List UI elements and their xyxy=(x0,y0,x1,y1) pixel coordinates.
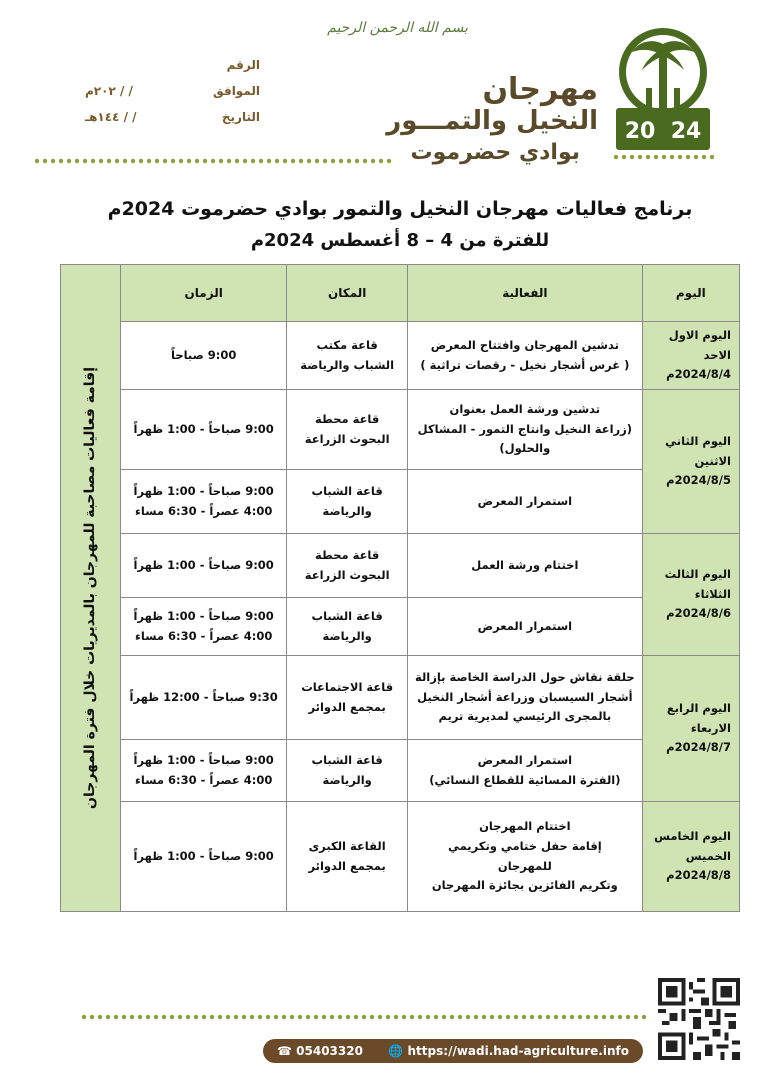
brand-line-3: بوادي حضرموت xyxy=(410,140,580,165)
activity-line: أشجار السيسبان وزراعة أشجار النخيل xyxy=(417,689,633,704)
table-row xyxy=(61,390,740,470)
day-date: 2024/8/6م xyxy=(666,606,731,621)
logo-year-left: 20 xyxy=(624,119,656,144)
time-cell xyxy=(121,390,287,470)
meta-value: / / ٢٠٢م xyxy=(85,84,133,98)
side-note: إقامة فعاليات مصاحبة للمهرجان بالمديريات خلال فترة المهرجان xyxy=(81,367,98,809)
activity-cell xyxy=(408,534,643,598)
day-cell xyxy=(642,390,739,534)
day-label: اليوم الخامس xyxy=(654,829,731,844)
meta-label: التاريخ xyxy=(221,110,260,124)
website-url: https://wadi.had-agriculture.info xyxy=(407,1044,629,1058)
day-date: 2024/8/7م xyxy=(666,740,731,755)
day-cell xyxy=(642,534,739,656)
activity-line: استمرار المعرض xyxy=(477,493,573,508)
activity-line: اختتام المهرجان xyxy=(479,819,571,834)
globe-icon: 🌐 xyxy=(388,1044,404,1058)
place-cell xyxy=(287,390,408,470)
program-title: برنامج فعاليات مهرجان النخيل والتمور بوادي حضرموت 2024م xyxy=(107,198,693,220)
time-line: 9:00 صباحاً - 1:00 ظهراً xyxy=(133,608,274,623)
header-activity: الفعالية xyxy=(408,265,643,322)
activity-line: استمرار المعرض xyxy=(477,752,573,767)
table-row xyxy=(61,470,740,534)
side-note-cell xyxy=(61,265,121,912)
activity-cell xyxy=(408,322,643,390)
qr-code[interactable] xyxy=(658,978,740,1060)
time-line: 4:00 عصراً - 6:30 مساء xyxy=(135,503,273,518)
program-table xyxy=(60,264,740,912)
program-period: للفترة من 4 – 8 أغسطس 2024م xyxy=(250,230,550,251)
phone-number: 05403320 xyxy=(296,1044,363,1058)
activity-cell xyxy=(408,598,643,656)
table-row xyxy=(61,322,740,390)
website-contact[interactable] xyxy=(388,1044,629,1058)
place-line: قاعة الشباب xyxy=(311,752,383,767)
place-line: بمجمع الدوائر xyxy=(308,858,386,873)
day-label: اليوم الاول xyxy=(668,328,731,343)
palm-logo-icon xyxy=(612,22,714,167)
day-weekday: الخميس xyxy=(685,848,731,863)
place-line: قاعة محطة xyxy=(315,547,380,562)
place-line: والرياضة xyxy=(322,628,372,643)
qr-code-icon xyxy=(658,978,740,1060)
place-cell xyxy=(287,740,408,802)
place-line: القاعة الكبرى xyxy=(308,838,386,853)
time-line: 9:00 صباحاً - 1:00 ظهراً xyxy=(133,848,274,863)
activity-line: حلقة نقاش حول الدراسة الخاصة بإزالة xyxy=(414,670,635,685)
day-date: 2024/8/8م xyxy=(666,868,731,883)
time-line: 9:00 صباحاً xyxy=(171,347,237,362)
day-date: 2024/8/5م xyxy=(666,473,731,488)
place-line: قاعة الشباب xyxy=(311,608,383,623)
activity-line: بالمجرى الرئيسي لمديرية تريم xyxy=(438,709,612,724)
day-cell xyxy=(642,322,739,390)
time-cell xyxy=(121,656,287,740)
activity-line: استمرار المعرض xyxy=(477,618,573,633)
time-cell xyxy=(121,598,287,656)
place-cell xyxy=(287,534,408,598)
day-weekday: الاثنين xyxy=(694,453,731,468)
place-line: والرياضة xyxy=(322,503,372,518)
footer-contact-bar xyxy=(263,1039,643,1063)
place-line: قاعة الشباب xyxy=(311,483,383,498)
place-cell xyxy=(287,470,408,534)
activity-line: إقامة حفل ختامي وتكريمي xyxy=(447,838,602,853)
table-row xyxy=(61,534,740,598)
brand-line-1: مهرجان xyxy=(482,72,598,107)
table-row xyxy=(61,740,740,802)
time-line: 9:00 صباحاً - 1:00 ظهراً xyxy=(133,557,274,572)
time-cell xyxy=(121,470,287,534)
time-cell xyxy=(121,802,287,912)
place-line: البحوث الزراعة xyxy=(304,431,390,446)
place-line: والرياضة xyxy=(322,772,372,787)
festival-logo xyxy=(612,22,714,167)
meta-number xyxy=(85,58,260,74)
activity-line: تدشين المهرجان وافتتاح المعرض xyxy=(430,337,619,352)
activity-cell xyxy=(408,656,643,740)
time-line: 4:00 عصراً - 6:30 مساء xyxy=(135,628,273,643)
place-line: البحوث الزراعة xyxy=(304,567,390,582)
table-row xyxy=(61,656,740,740)
logo-year-right: 24 xyxy=(670,119,702,144)
dotted-divider-left xyxy=(33,157,393,165)
time-cell xyxy=(121,534,287,598)
meta-label: الرقم xyxy=(226,58,260,72)
table-row xyxy=(61,598,740,656)
day-label: اليوم الثاني xyxy=(665,434,731,449)
time-line: 9:00 صباحاً - 1:00 ظهراً xyxy=(133,752,274,767)
activity-cell xyxy=(408,390,643,470)
activity-line: والحلول) xyxy=(499,441,551,456)
activity-line: للمهرجان xyxy=(497,858,552,873)
phone-contact[interactable] xyxy=(277,1044,363,1058)
day-date: 2024/8/4م xyxy=(666,367,731,382)
table-header-row xyxy=(61,265,740,322)
basmala: بسم الله الرحمن الرحيم xyxy=(327,20,468,36)
place-line: قاعة محطة xyxy=(315,411,380,426)
meta-gregorian xyxy=(85,84,260,100)
place-cell xyxy=(287,322,408,390)
place-cell xyxy=(287,598,408,656)
place-line: الشباب والرياضة xyxy=(300,357,395,372)
activity-line: (الفترة المسائية للقطاع النسائي) xyxy=(429,772,621,787)
time-cell xyxy=(121,740,287,802)
time-line: 9:00 صباحاً - 1:00 ظهراً xyxy=(133,483,274,498)
activity-cell xyxy=(408,470,643,534)
activity-cell xyxy=(408,802,643,912)
table-row xyxy=(61,802,740,912)
place-line: بمجمع الدوائر xyxy=(308,699,386,714)
place-line: قاعة مكتب xyxy=(316,337,378,352)
activity-line: ( غرس أشجار نخيل - رقصات تراثية ) xyxy=(420,357,630,372)
meta-value: / / ١٤٤هـ xyxy=(85,110,137,124)
header-time: الزمان xyxy=(121,265,287,322)
meta-label: الموافق xyxy=(213,84,260,98)
header-day: اليوم xyxy=(642,265,739,322)
day-cell xyxy=(642,802,739,912)
dotted-divider-footer xyxy=(80,1013,650,1021)
place-cell xyxy=(287,802,408,912)
activity-line: تدشين ورشة العمل بعنوان xyxy=(449,402,601,417)
day-weekday: الاربعاء xyxy=(690,720,731,735)
time-line: 9:30 صباحاً - 12:00 ظهراً xyxy=(129,689,278,704)
day-cell xyxy=(642,656,739,802)
time-cell xyxy=(121,322,287,390)
day-weekday: الاحد xyxy=(703,347,731,362)
time-line: 9:00 صباحاً - 1:00 ظهراً xyxy=(133,421,274,436)
activity-cell xyxy=(408,740,643,802)
meta-hijri xyxy=(85,110,260,126)
day-label: اليوم الثالث xyxy=(664,567,731,582)
activity-line: (زراعة النخيل وانتاج التمور - المشاكل xyxy=(417,421,633,436)
time-line: 4:00 عصراً - 6:30 مساء xyxy=(135,772,273,787)
header-place: المكان xyxy=(287,265,408,322)
activity-line: وتكريم الفائزين بجائزة المهرجان xyxy=(431,878,618,893)
day-weekday: الثلاثاء xyxy=(694,586,731,601)
brand-line-2: النخيل والتمـــور xyxy=(386,106,598,136)
place-line: قاعة الاجتماعات xyxy=(301,679,394,694)
activity-line: اختتام ورشة العمل xyxy=(471,557,579,572)
place-cell xyxy=(287,656,408,740)
day-label: اليوم الرابع xyxy=(666,701,731,716)
dotted-divider-right xyxy=(612,153,714,161)
phone-icon: ☎ xyxy=(277,1044,292,1058)
